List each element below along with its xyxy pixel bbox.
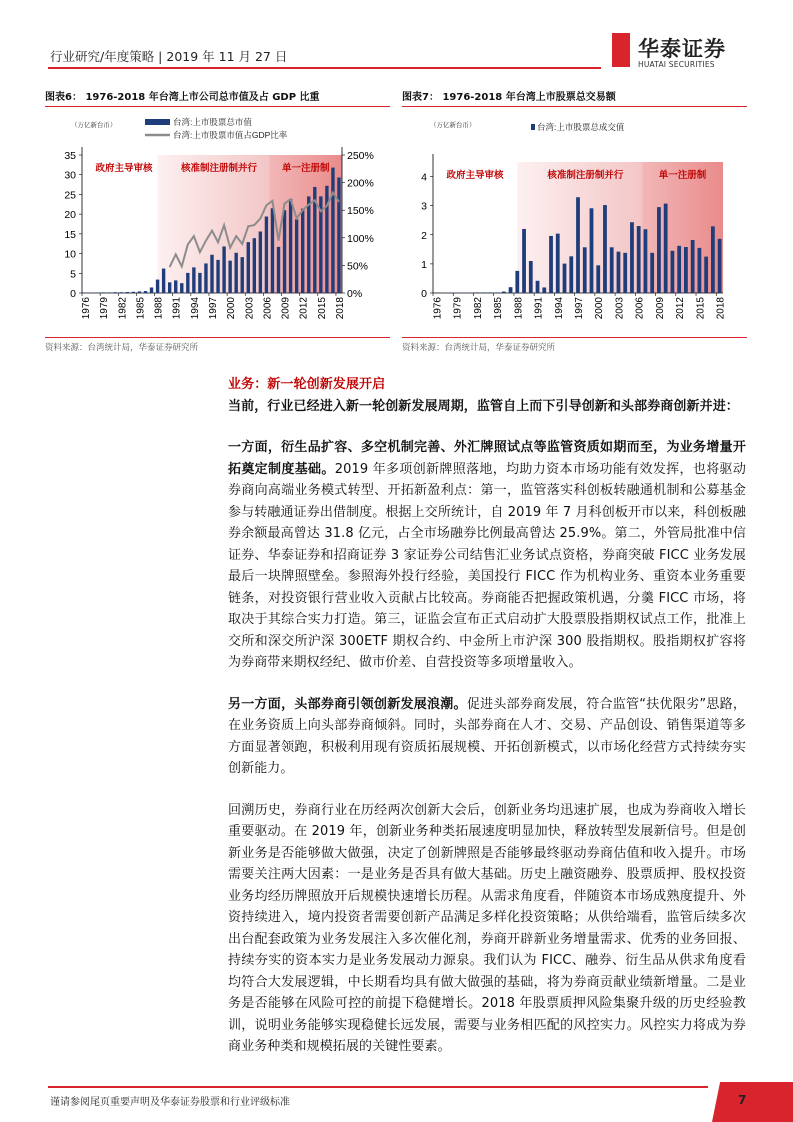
paragraph-3: 回溯历史，券商行业在历经两次创新大会后，创新业务均迅速扩展，也成为券商收入增长重要驱动。在 2019 年，创新业务种类拓展速度明显加快，释放转型发展新信号。但是创新业务是否能够做大做强，决定了创新牌照是否能够最终驱动券商估值和收入提升。市场需要关注两大因素：一是业务是否具有做大基础。历史上融资融券、股票质押、股权投资业务均经历牌照放开后规模快速增长历程。从需求角度看，伴随资本市场成熟度提升、外资持续进入，境内投资者需要创新产品满足多样化投资策略；从供给端看，监管后续多次出台配套政策为业务发展注入多次催化剂，券商开辟新业务增量需求、优秀的业务回报、持续夯实的资本实力是业务发展动力源泉。我们认为 FICC、融券、衍生品从供求角度看均符合大发展逻辑，中长期看均具有做大做强的基础，将为券商贡献业绩新增量。二是业务是否能够在风险可控的前提下稳健增长。2018 年股票质押风险集聚升级的历史经验教训，说明业务能够实现稳健长远发展，需要与业务相匹配的风控实力。风控实力将成为券商业务种类和规模拓展的关键性要素。 xyxy=(228,802,746,1054)
y-tick-label: 2 xyxy=(421,229,427,242)
regime-band-registration xyxy=(642,162,723,293)
x-tick-label: 2006 xyxy=(634,297,646,320)
regime-label: 单一注册制 xyxy=(281,163,330,174)
bar-1993 xyxy=(549,236,553,293)
bar-2009 xyxy=(283,210,286,293)
y-tick-label: 30 xyxy=(64,169,76,182)
bar-2006 xyxy=(265,217,268,293)
paragraph-2-text: 促进头部券商发展，符合监管“扶优限劣”思路，在业务资质上向头部券商倾斜。同时，头部券商在人才、交易、产品创设、销售渠道等多方面显著领跑，积极利用现有资质拓展规模、开拓创新模式，以市场化经营方式持续夯实创新能力。 xyxy=(228,696,746,776)
bar-1985 xyxy=(495,292,499,293)
x-tick-label: 1988 xyxy=(513,297,525,320)
bar-2003 xyxy=(247,242,250,293)
x-tick-label: 1997 xyxy=(208,297,219,320)
bar-2017 xyxy=(711,226,715,293)
chart-6 xyxy=(45,88,390,353)
bar-1995 xyxy=(563,264,567,293)
paragraph-1 xyxy=(228,437,746,674)
x-tick-label: 2000 xyxy=(226,297,238,320)
y-tick-label: 0 xyxy=(70,288,76,300)
bar-1983 xyxy=(482,292,486,293)
bar-1984 xyxy=(488,292,492,293)
bar-1997 xyxy=(210,255,213,293)
x-tick-label: 2003 xyxy=(614,297,626,320)
bar-1989 xyxy=(162,269,165,293)
y-tick-label: 1 xyxy=(421,258,427,271)
page-number: 7 xyxy=(738,1093,747,1107)
bar-2008 xyxy=(650,253,654,293)
logo-cn: 华泰证券 xyxy=(638,37,726,61)
huatai-logo xyxy=(612,33,747,73)
regime-label: 单一注册制 xyxy=(658,170,707,181)
x-tick-label: 2000 xyxy=(594,297,606,320)
bar-2006 xyxy=(637,226,641,293)
x-tick-label: 2015 xyxy=(316,297,328,320)
bar-2012 xyxy=(301,209,304,293)
bar-1990 xyxy=(168,282,171,293)
y-tick-label: 3 xyxy=(421,200,427,213)
bar-1989 xyxy=(522,229,526,293)
bar-1994 xyxy=(192,267,195,293)
x-tick-label: 2003 xyxy=(244,297,256,320)
chart-title: 图表7： 1976-2018 年台湾上市股票总交易额 xyxy=(402,88,747,107)
bar-1995 xyxy=(198,273,201,293)
legend-swatch-bar xyxy=(145,119,170,125)
bar-2012 xyxy=(677,246,681,293)
bar-2004 xyxy=(253,238,256,293)
bar-2005 xyxy=(259,231,262,293)
bar-1991 xyxy=(536,281,540,293)
legend-label: 台湾:上市股票总市值 xyxy=(173,117,252,127)
header-divider xyxy=(48,67,601,69)
x-tick-label: 1976 xyxy=(81,297,93,320)
section-title: 业务：新一轮创新发展开启 xyxy=(228,377,386,392)
x-tick-label: 2006 xyxy=(262,297,274,320)
bar-1982 xyxy=(475,292,479,293)
legend-label: 台湾:上市股票市值占GDP比率 xyxy=(173,130,288,140)
bar-1998 xyxy=(216,260,219,293)
x-tick-label: 1988 xyxy=(153,297,165,320)
y-tick-label: 5 xyxy=(70,268,76,281)
bar-2016 xyxy=(704,257,708,293)
bar-2002 xyxy=(241,257,244,293)
bar-2002 xyxy=(610,247,614,293)
x-tick-label: 1982 xyxy=(472,297,484,320)
x-tick-label: 1979 xyxy=(99,297,111,320)
x-tick-label: 1991 xyxy=(171,297,183,320)
x-tick-label: 1982 xyxy=(117,297,129,320)
bar-1999 xyxy=(222,246,225,293)
paragraph-1-text: 2019 年多项创新牌照落地，均助力资本市场功能有效发挥，也将驱动券商向高端业务模式转型、开拓新盈利点：第一，监管落实科创板转融通机制和公募基金参与转融通证券出借制度。根据上交所统计，自 2019 年 7 月科创板开市以来，科创板融券余额最高曾达 31.8 亿元，占全市场融券比例最高曾达 25.9%。第二，外管局批准中信证券、华泰证券和招商证券 3 家证券公司结售汇业务试点资格，券商突破 FICC 业务发展最后一块牌照壁垒。参照海外投行经验，美国投行 FICC 作为机构业务、重资本业务重要链条，对投资银行营业收入贡献占比较高。券商能否把握政策机遇，分羹 FICC 市场，将取决于其综合实力打造。第三，证监会宣布正式启动扩大股票股指期权试点工作，批准上交所和深交所沪深 300ETF 期权合约、中金所上市沪深 300 股指期权。股指期权扩容将为券商带来期权经纪、做市价差、自营投资等多项增量收入。 xyxy=(228,461,746,670)
bar-2005 xyxy=(630,222,634,293)
x-tick-label: 2012 xyxy=(298,297,310,320)
section-body xyxy=(228,374,746,1058)
chart-7 xyxy=(402,88,747,353)
bar-1982 xyxy=(120,292,123,293)
bar-1986 xyxy=(144,291,147,293)
bar-1987 xyxy=(509,287,513,293)
bar-2017 xyxy=(331,168,334,293)
regime-label: 核准制注册制并行 xyxy=(547,170,624,181)
y2-tick-label: 250% xyxy=(347,150,374,162)
bar-2000 xyxy=(596,265,600,293)
chart-title: 图表6： 1976-2018 年台湾上市公司总市值及占 GDP 比重 xyxy=(45,88,390,107)
regime-label: 核准制注册制并行 xyxy=(181,163,258,174)
bar-1980 xyxy=(108,292,111,293)
bar-1996 xyxy=(569,256,573,293)
bar-1998 xyxy=(583,247,587,293)
bar-2015 xyxy=(698,248,702,293)
bar-1988 xyxy=(156,280,159,293)
x-tick-label: 2009 xyxy=(280,297,292,320)
x-tick-label: 1985 xyxy=(493,297,505,320)
bar-1996 xyxy=(204,263,207,293)
y-tick-label: 25 xyxy=(64,189,76,202)
lead-sentence xyxy=(228,396,746,418)
bar-1997 xyxy=(576,197,580,293)
bar-1988 xyxy=(515,271,519,293)
paragraph-2-bold: 另一方面，头部券商引领创新发展浪潮。 xyxy=(228,696,467,712)
paragraph-1-bold: 一方面，衍生品扩容、多空机制完善、外汇牌照试点等监管资质如期而至，为业务增量开拓奠定制度基础。 xyxy=(228,440,746,477)
bar-1992 xyxy=(542,287,546,293)
logo-en: HUATAI SECURITIES xyxy=(638,60,715,69)
footer-divider xyxy=(48,1086,708,1088)
y-tick-label: 0 xyxy=(421,288,427,300)
x-tick-label: 1985 xyxy=(135,297,147,320)
bar-2007 xyxy=(271,208,274,293)
chart-6-svg xyxy=(45,107,390,339)
bar-2007 xyxy=(644,229,648,293)
x-tick-label: 2018 xyxy=(334,297,346,320)
bar-1993 xyxy=(186,273,189,293)
bar-2001 xyxy=(603,205,607,293)
bar-2011 xyxy=(295,219,298,293)
x-tick-label: 1979 xyxy=(452,297,464,320)
bar-2013 xyxy=(307,196,310,293)
x-tick-label: 1991 xyxy=(533,297,545,320)
x-tick-label: 1976 xyxy=(432,297,444,320)
bar-2001 xyxy=(234,253,237,293)
y2-tick-label: 100% xyxy=(347,232,374,245)
bar-2000 xyxy=(228,261,231,293)
bar-1983 xyxy=(126,292,129,293)
y-tick-label: 20 xyxy=(64,209,76,222)
footer-page-tab xyxy=(712,1082,793,1122)
y2-tick-label: 50% xyxy=(347,260,369,273)
bar-1979 xyxy=(101,292,104,293)
x-tick-label: 2012 xyxy=(675,297,687,320)
bar-2018 xyxy=(718,239,722,293)
unit-label: （万亿新台币） xyxy=(71,122,117,129)
x-tick-label: 1997 xyxy=(574,297,585,320)
header-text: 行业研究/年度策略 | 2019 年 11 月 27 日 xyxy=(50,49,288,64)
bar-1992 xyxy=(180,283,183,293)
bar-2014 xyxy=(691,240,695,293)
lead-text: 当前，行业已经进入新一轮创新发展周期，监管自上而下引导创新和头部券商创新并进： xyxy=(228,398,739,414)
bar-2008 xyxy=(277,247,280,293)
bar-1984 xyxy=(132,292,135,293)
bar-1985 xyxy=(138,291,141,293)
bar-1986 xyxy=(502,292,506,293)
bar-1999 xyxy=(590,208,594,293)
bar-1994 xyxy=(556,234,560,293)
chart-source: 资料来源：台湾统计局，华泰证券研究所 xyxy=(45,337,390,353)
regime-label: 政府主导审核 xyxy=(95,163,153,174)
y-tick-label: 4 xyxy=(421,171,427,184)
unit-label: （万亿新台币） xyxy=(430,122,476,129)
y2-tick-label: 150% xyxy=(347,205,374,218)
logo-mark-icon xyxy=(612,33,630,67)
bar-2003 xyxy=(617,252,621,293)
bar-1981 xyxy=(114,292,117,293)
x-tick-label: 1994 xyxy=(553,297,565,320)
bar-2004 xyxy=(623,253,627,293)
y2-tick-label: 200% xyxy=(347,177,374,190)
x-tick-label: 2015 xyxy=(695,297,707,320)
legend-label: 台湾:上市股票总成交值 xyxy=(537,122,625,132)
bar-1990 xyxy=(529,261,533,293)
bar-2018 xyxy=(337,177,340,293)
footer-disclaimer: 谨请参阅尾页重要声明及华泰证券股票和行业评级标准 xyxy=(50,1097,290,1108)
chart-source: 资料来源：台湾统计局，华泰证券研究所 xyxy=(402,337,747,353)
paragraph-2 xyxy=(228,694,746,780)
chart-7-svg xyxy=(402,107,747,339)
y2-tick-label: 0% xyxy=(347,288,363,300)
x-tick-label: 2009 xyxy=(654,297,666,320)
y-tick-label: 35 xyxy=(64,150,76,162)
x-tick-label: 1994 xyxy=(189,297,201,320)
bar-2010 xyxy=(289,199,292,293)
bar-2009 xyxy=(657,207,661,293)
bar-2013 xyxy=(684,247,688,293)
bar-1987 xyxy=(150,287,153,293)
x-tick-label: 2018 xyxy=(715,297,727,320)
bar-1991 xyxy=(174,280,177,293)
y-tick-label: 15 xyxy=(64,228,76,241)
bar-2011 xyxy=(671,251,675,293)
y-tick-label: 10 xyxy=(64,248,76,261)
bar-2010 xyxy=(664,204,668,293)
legend-swatch-bar xyxy=(531,124,535,130)
regime-label: 政府主导审核 xyxy=(446,170,504,181)
